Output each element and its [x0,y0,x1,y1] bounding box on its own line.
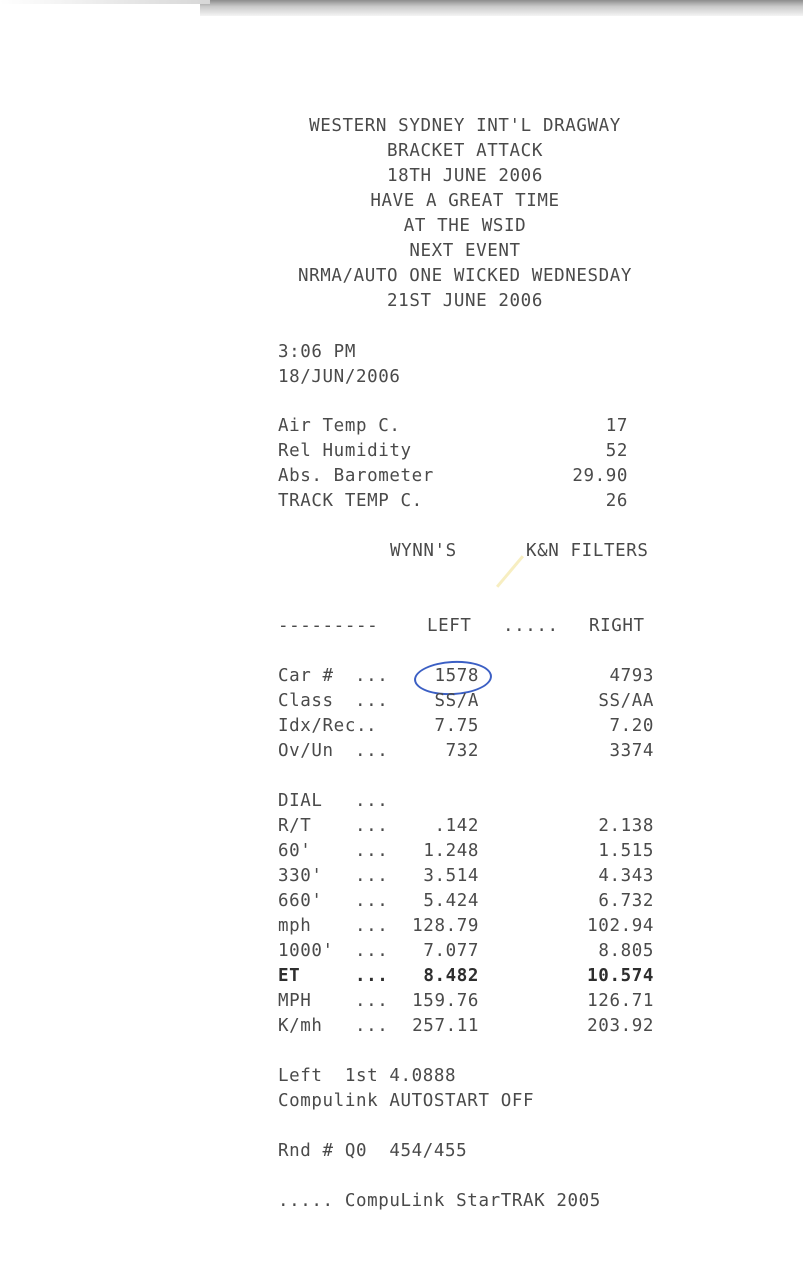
header-line-next-event-name: NRMA/AUTO ONE WICKED WEDNESDAY [297,266,633,286]
elapsed-time-left: 8.482 [423,966,479,986]
split-60-label: 60' [278,841,312,861]
over-under-right: 3374 [609,741,654,761]
car-number-dots: ... [355,666,389,686]
sponsor-right: K&N FILTERS [526,541,649,561]
split-660-right: 6.732 [598,891,654,911]
split-1000-dots: ... [355,941,389,961]
winner-line: Left 1st 4.0888 [278,1066,457,1086]
index-right: 7.20 [609,716,654,736]
trap-mph-label: MPH [278,991,312,1011]
header-line-event: BRACKET ATTACK [387,141,543,161]
split-1000-left: 7.077 [423,941,479,961]
trap-kmh-dots: ... [355,1016,389,1036]
split-330-dots: ... [355,866,389,886]
barometer-label: Abs. Barometer [278,466,434,486]
split-330-label: 330' [278,866,323,886]
reaction-time-left: .142 [434,816,479,836]
lane-right-heading: RIGHT [589,616,645,636]
header-line-next-event: NEXT EVENT [409,241,521,261]
reaction-time-right: 2.138 [598,816,654,836]
mph-660-label: mph [278,916,312,936]
split-330-left: 3.514 [423,866,479,886]
split-660-dots: ... [355,891,389,911]
print-date: 18/JUN/2006 [278,367,401,387]
barometer-value: 29.90 [572,466,628,486]
dial-dots: ... [355,791,389,811]
print-time: 3:06 PM [278,342,356,362]
header-line-next-event-date: 21ST JUNE 2006 [387,291,543,311]
over-under-dots: ... [355,741,389,761]
header-line-track: WESTERN SYDNEY INT'L DRAGWAY [309,116,621,136]
class-left: SS/A [434,691,479,711]
header-line-venue: AT THE WSID [403,216,527,236]
car-number-left: 1578 [434,666,479,686]
index-dots: . [366,716,378,736]
system-brand-line: ..... CompuLink StarTRAK 2005 [278,1191,601,1211]
humidity-label: Rel Humidity [278,441,412,461]
paper-mark [496,555,524,588]
track-temp-value: 26 [605,491,628,511]
sponsor-left: WYNN'S [390,541,457,561]
split-60-left: 1.248 [423,841,479,861]
split-1000-right: 8.805 [598,941,654,961]
lane-divider-dashes: --------- [278,616,379,636]
split-660-left: 5.424 [423,891,479,911]
trap-kmh-left: 257.11 [412,1016,479,1036]
index-left: 7.75 [434,716,479,736]
reaction-time-label: R/T [278,816,312,836]
split-660-label: 660' [278,891,323,911]
index-label: Idx/Rec. [278,716,368,736]
elapsed-time-dots: ... [355,966,389,986]
lane-left-heading: LEFT [427,616,472,636]
trap-mph-right: 126.71 [587,991,654,1011]
mph-660-left: 128.79 [412,916,479,936]
dial-label: DIAL [278,791,323,811]
lane-separator: ..... [503,616,559,636]
car-number-right: 4793 [609,666,654,686]
over-under-label: Ov/Un [278,741,334,761]
split-330-right: 4.343 [598,866,654,886]
round-line: Rnd # Q0 454/455 [278,1141,468,1161]
over-under-left: 732 [445,741,479,761]
mph-660-right: 102.94 [587,916,654,936]
trap-mph-dots: ... [355,991,389,1011]
class-label: Class [278,691,334,711]
elapsed-time-label: ET [278,966,301,986]
mph-660-dots: ... [355,916,389,936]
track-temp-label: TRACK TEMP C. [278,491,423,511]
split-60-right: 1.515 [598,841,654,861]
air-temp-value: 17 [605,416,628,436]
class-dots: ... [355,691,389,711]
trap-mph-left: 159.76 [412,991,479,1011]
elapsed-time-right: 10.574 [587,966,654,986]
air-temp-label: Air Temp C. [278,416,401,436]
header-line-event-date: 18TH JUNE 2006 [387,166,543,186]
car-number-label: Car # [278,666,334,686]
trap-kmh-right: 203.92 [587,1016,654,1036]
class-right: SS/AA [598,691,654,711]
humidity-value: 52 [605,441,628,461]
reaction-time-dots: ... [355,816,389,836]
split-1000-label: 1000' [278,941,334,961]
split-60-dots: ... [355,841,389,861]
header-line-greeting: HAVE A GREAT TIME [370,191,560,211]
autostart-line: Compulink AUTOSTART OFF [278,1091,535,1111]
trap-kmh-label: K/mh [278,1016,323,1036]
